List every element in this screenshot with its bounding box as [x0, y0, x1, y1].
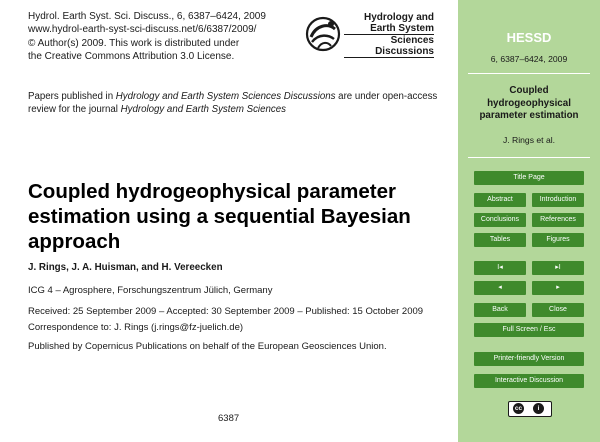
page-number: 6387	[218, 413, 240, 424]
back-button[interactable]: Back	[474, 303, 526, 317]
review-text: are under open-access review for the journal	[28, 91, 438, 115]
globe-icon	[304, 15, 342, 53]
citation-line: Hydrol. Earth Syst. Sci. Discuss., 6, 6387–6424, 2009	[28, 11, 266, 22]
citation-header	[28, 10, 318, 64]
paper-affiliation: ICG 4 – Agrosphere, Forschungszentrum Jülich, Germany	[28, 285, 273, 296]
abstract-button[interactable]: Abstract	[474, 193, 526, 207]
sidebar-title-line: hydrogeophysical	[487, 97, 571, 109]
logo-line: Discussions	[375, 45, 434, 57]
sidebar-divider	[468, 73, 590, 74]
tables-button[interactable]: Tables	[474, 233, 526, 247]
introduction-button[interactable]: Introduction	[532, 193, 584, 207]
sidebar-volume: 6, 6387–6424, 2009	[490, 54, 568, 64]
copyright-line: © Author(s) 2009. This work is distributed under	[28, 37, 240, 49]
review-journal-discuss: Hydrology and Earth System Sciences Discussions	[115, 91, 336, 102]
citation-url[interactable]: www.hydrol-earth-syst-sci-discuss.net/6/6387/2009/	[28, 24, 257, 36]
logo-line: Hydrology and	[363, 12, 434, 23]
review-text: Papers published in	[28, 91, 116, 102]
conclusions-button[interactable]: Conclusions	[474, 213, 526, 227]
paper-title: Coupled hydrogeophysical parameter estimation using a sequential Bayesian approach	[28, 180, 411, 253]
sidebar-title	[458, 85, 600, 123]
license-line: the Creative Commons Attribution 3.0 License.	[28, 51, 235, 63]
previous-page-button[interactable]: ◂	[474, 281, 526, 295]
sidebar-author: J. Rings et al.	[502, 135, 556, 145]
logo-divider	[344, 57, 434, 58]
sidebar-journal: HESSD	[506, 30, 552, 45]
close-button[interactable]: Close	[532, 303, 584, 317]
logo-line: Sciences	[390, 34, 434, 46]
last-page-button[interactable]: ▸I	[532, 261, 584, 275]
title-page-button[interactable]: Title Page	[474, 171, 584, 185]
next-page-button[interactable]: ▸	[532, 281, 584, 295]
review-journal: Hydrology and Earth System Sciences	[120, 104, 286, 115]
sidebar-title-line: parameter estimation	[479, 110, 579, 121]
cc-icon: cc	[514, 405, 523, 412]
creative-commons-badge[interactable]	[508, 401, 552, 417]
references-button[interactable]: References	[532, 213, 584, 227]
sidebar-divider	[468, 157, 590, 158]
journal-logo	[304, 12, 436, 60]
logo-line: Earth System	[370, 23, 434, 35]
figures-button[interactable]: Figures	[532, 233, 584, 247]
attribution-icon: i	[533, 403, 544, 414]
interactive-discussion-button[interactable]: Interactive Discussion	[474, 374, 584, 388]
paper-correspondence: Correspondence to: J. Rings (j.rings@fz-juelich.de)	[28, 322, 244, 333]
sidebar-title-line: Coupled	[509, 85, 549, 96]
logo-divider	[344, 34, 434, 35]
navigation-sidebar	[458, 0, 600, 442]
review-notice	[28, 90, 438, 116]
paper-dates: Received: 25 September 2009 – Accepted: 30 September 2009 – Published: 15 October 2009	[28, 306, 424, 317]
paper-authors: J. Rings, J. A. Huisman, and H. Vereecken	[28, 262, 223, 273]
printer-friendly-button[interactable]: Printer-friendly Version	[474, 352, 584, 366]
full-screen-button[interactable]: Full Screen / Esc	[474, 323, 584, 337]
published-by: Published by Copernicus Publications on behalf of the European Geosciences Union.	[28, 341, 387, 352]
first-page-button[interactable]: I◂	[474, 261, 526, 275]
